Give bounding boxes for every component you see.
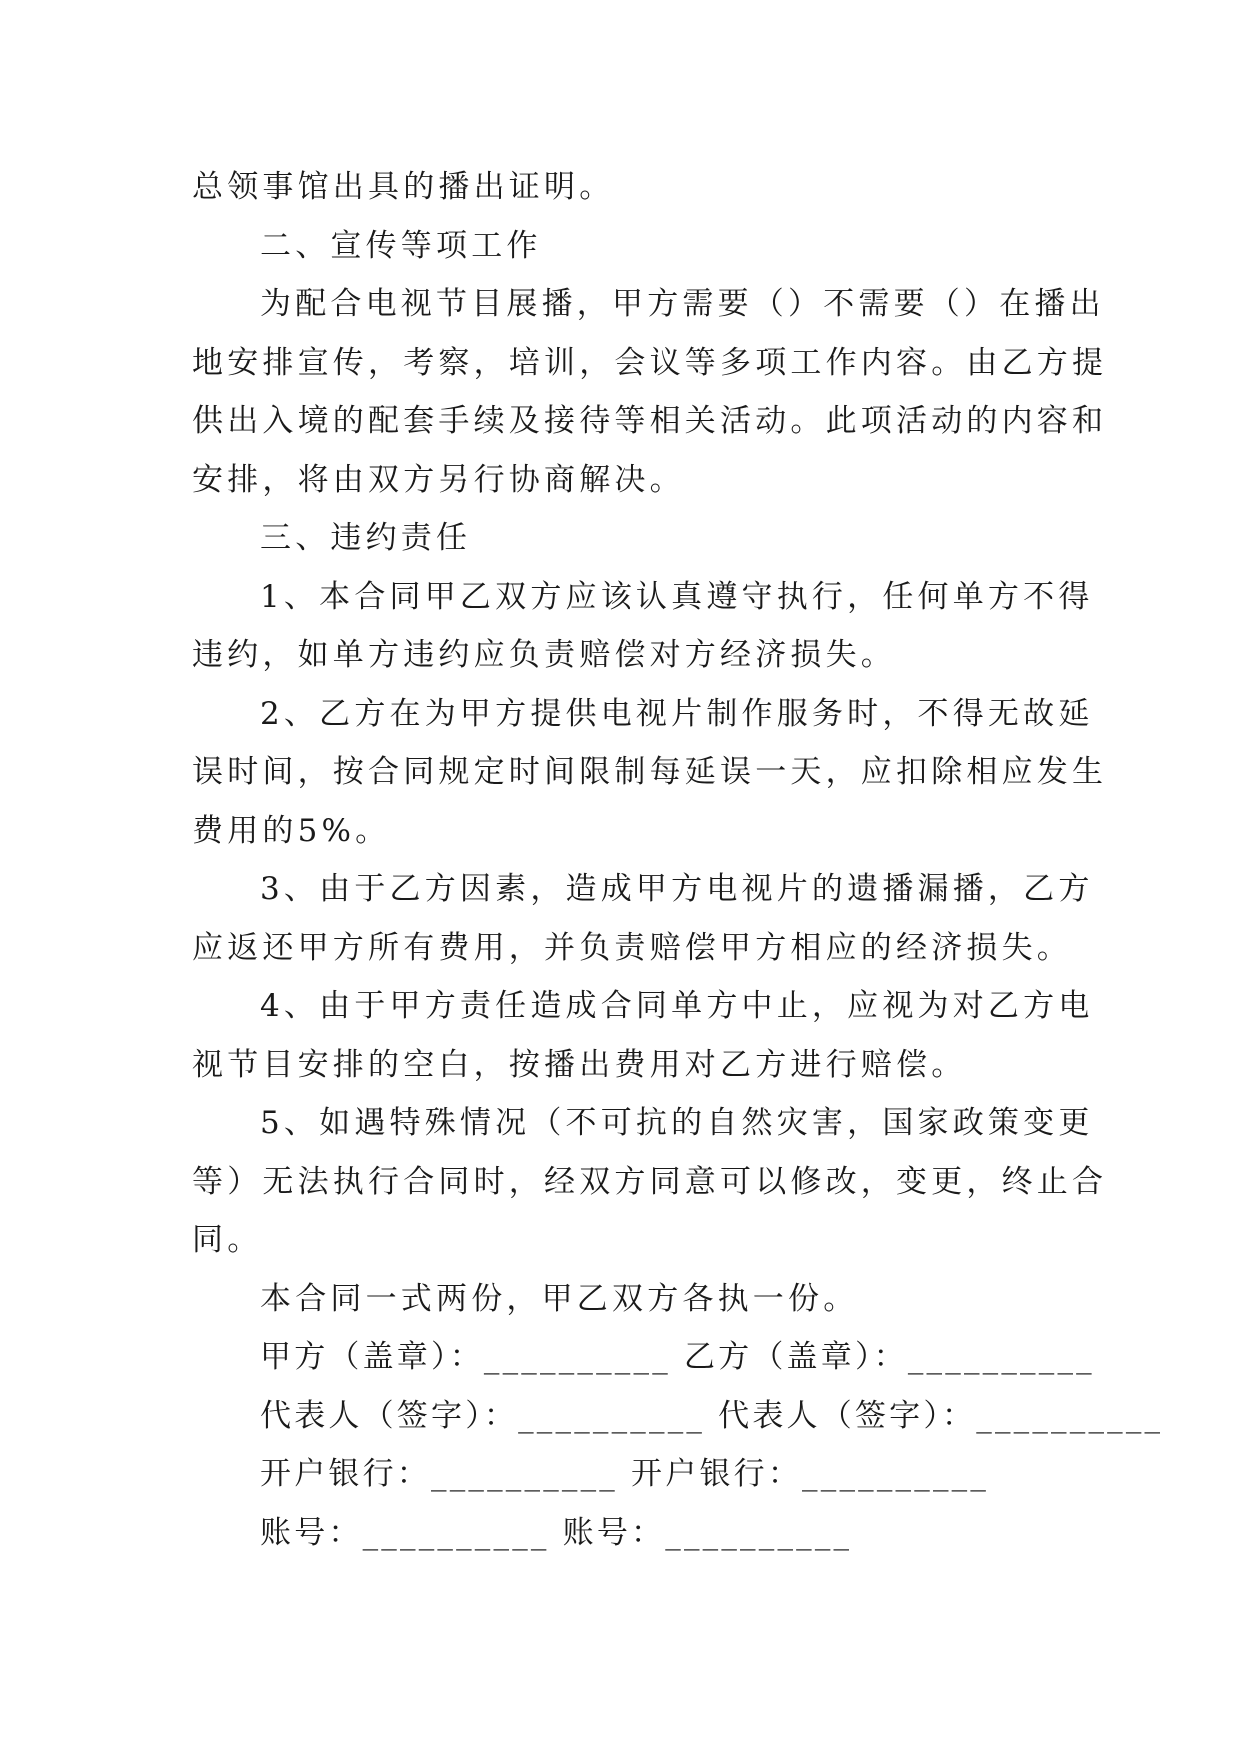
clause-line: 费用的5%。 xyxy=(192,812,391,849)
clause-line: 等）无法执行合同时，经双方同意可以修改，变更，终止合 xyxy=(192,1163,1108,1200)
paragraph-line: 总领事馆出具的播出证明。 xyxy=(192,169,615,205)
paragraph-line: 为配合电视节目展播，甲方需要（）不需要（）在播出 xyxy=(260,286,1105,322)
signature-line-account: 账号：__________ 账号：__________ xyxy=(260,1514,853,1551)
closing-line: 本合同一式两份，甲乙双方各执一份。 xyxy=(260,1280,859,1317)
clause-line: 1、本合同甲乙双方应该认真遵守执行，任何单方不得 xyxy=(260,578,1094,615)
clause-line: 应返还甲方所有费用，并负责赔偿甲方相应的经济损失。 xyxy=(192,929,1072,966)
clause-line: 视节目安排的空白，按播出费用对乙方进行赔偿。 xyxy=(192,1046,967,1083)
paragraph-line: 安排，将由双方另行协商解决。 xyxy=(192,461,685,498)
clause-line: 违约，如单方违约应负责赔偿对方经济损失。 xyxy=(192,637,896,673)
paragraph-line: 地安排宣传，考察，培训，会议等多项工作内容。由乙方提 xyxy=(192,344,1108,381)
paragraph-line: 供出入境的配套手续及接待等相关活动。此项活动的内容和 xyxy=(192,403,1108,439)
contract-page xyxy=(192,158,1164,1562)
clause-line: 2、乙方在为甲方提供电视片制作服务时，不得无故延 xyxy=(260,695,1094,732)
signature-line-bank: 开户银行：__________ 开户银行：__________ xyxy=(260,1456,990,1492)
clause-line: 误时间，按合同规定时间限制每延误一天，应扣除相应发生 xyxy=(192,754,1108,790)
signature-line-representative: 代表人（签字）：__________ 代表人（签字）：__________ xyxy=(260,1397,1164,1434)
clause-line: 同。 xyxy=(192,1222,263,1258)
clause-line: 5、如遇特殊情况（不可抗的自然灾害，国家政策变更 xyxy=(260,1105,1094,1141)
clause-line: 3、由于乙方因素，造成甲方电视片的遗播漏播，乙方 xyxy=(260,871,1094,907)
clause-line: 4、由于甲方责任造成合同单方中止，应视为对乙方电 xyxy=(260,988,1094,1024)
section-heading-liability: 三、违约责任 xyxy=(260,520,472,556)
signature-line-seal: 甲方（盖章）：__________ 乙方（盖章）：__________ xyxy=(260,1339,1095,1375)
section-heading-publicity: 二、宣传等项工作 xyxy=(260,227,542,264)
